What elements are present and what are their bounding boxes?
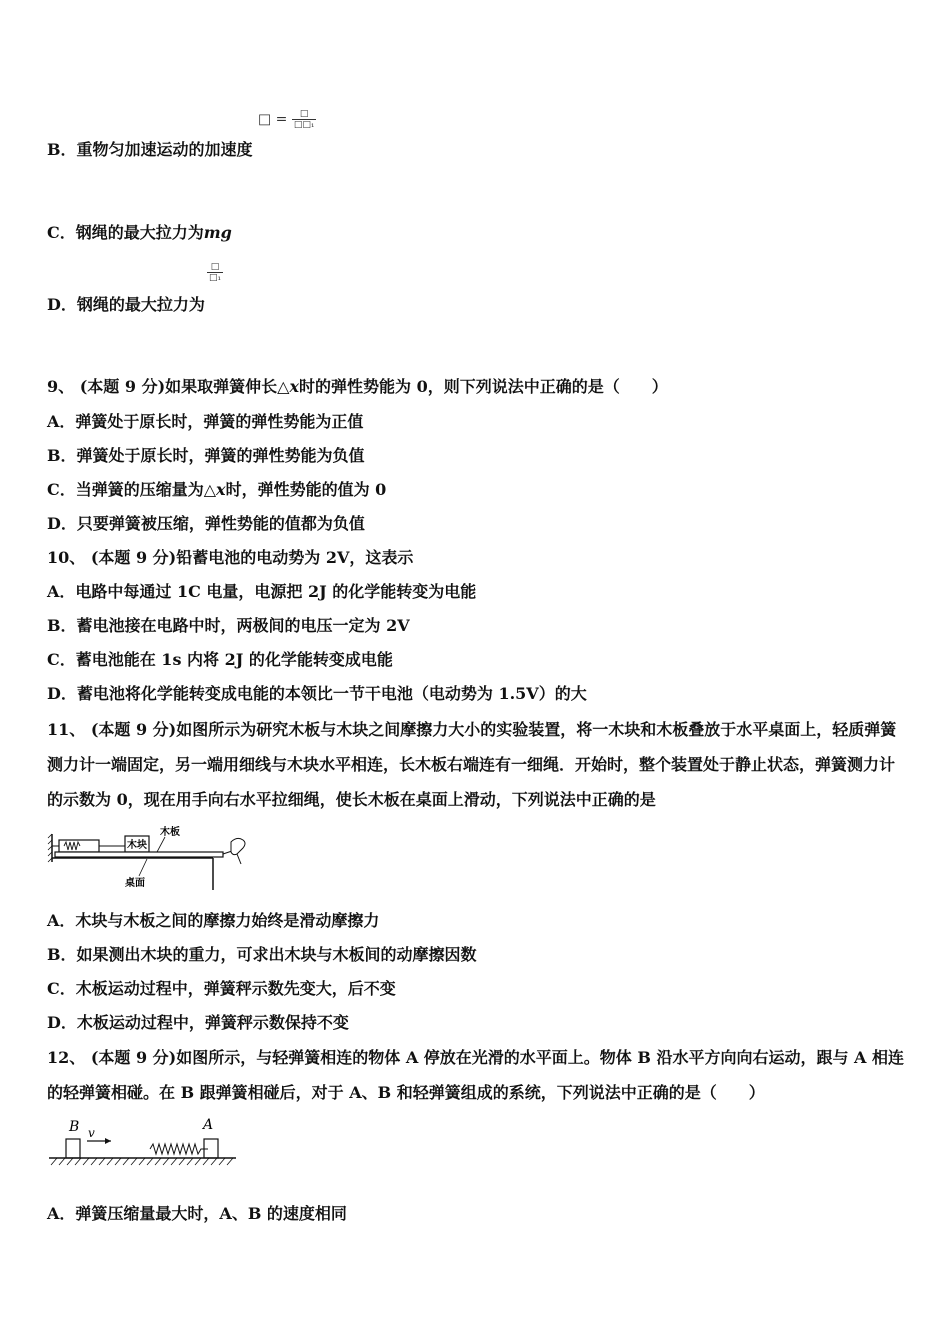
q11-stem: 11、 (本题 9 分)如图所示为研究木板与木块之间摩擦力大小的实验装置，将一木块和木板叠放于水平桌面上，轻质弹簧测力计一端固定，另一端用细线与木块水平相连，长木板右端连有一细绳．开始时，整个装置处于静止状态，弹簧测力计的示数为 0，现在用手向右水平拉细绳，使长木板在桌面上滑动，下列说法中正确的是: [47, 720, 897, 809]
q9-number: 9、: [47, 377, 75, 396]
q11-option-c: C．木板运动过程中，弹簧秤示数先变大，后不变: [47, 979, 396, 998]
q10-option-a: A．电路中每通过 1C 电量，电源把 2J 的化学能转变为电能: [47, 582, 477, 601]
ground-hatch: [51, 1158, 233, 1165]
q8-option-c: [47, 223, 232, 243]
q8-option-c-text: C．钢绳的最大拉力为: [47, 223, 204, 242]
spring-coil: [64, 842, 80, 850]
q10-option-c: C．蓄电池能在 1s 内将 2J 的化学能转变成电能: [47, 650, 393, 669]
q9-option-c-a: C．当弹簧的压缩量为△: [47, 480, 217, 499]
q9-option-a: A．弹簧处于原长时，弹簧的弹性势能为正值: [47, 412, 364, 431]
spring-scale: [59, 840, 99, 852]
spring-collision-figure: [47, 1115, 239, 1173]
q8-option-c-var: mg: [203, 223, 232, 242]
q9-stem: [47, 377, 668, 397]
q12-stem: 12、 (本题 9 分)如图所示，与轻弹簧相连的物体 A 停放在光滑的水平面上。物体 B 沿水平方向向右运动，跟与 A 相连的轻弹簧相碰。在 B 跟弹簧相碰后，对于 A、B 和轻弹簧组成的系统，下列说法中正确的是（ ）: [47, 1048, 905, 1102]
block-b: [66, 1139, 80, 1158]
q11-option-b: B．如果测出木块的重力，可求出木块与木板间的动摩擦因数: [47, 945, 477, 964]
q9-stem-var: x: [289, 377, 299, 396]
spring-coil: [150, 1144, 208, 1154]
formula-acceleration: [258, 109, 316, 130]
board-label: 木板: [160, 827, 180, 838]
arrow-head-icon: [105, 1138, 111, 1144]
q9-option-c-b: 时，弹性势能的值为 0: [225, 480, 387, 499]
formula-numerator: □: [207, 262, 223, 273]
q9-option-c-var: x: [216, 480, 226, 499]
q9-stem-b: 时的弹性势能为 0，则下列说法中正确的是（ ）: [299, 377, 668, 396]
q9-option-b: B．弹簧处于原长时，弹簧的弹性势能为负值: [47, 446, 365, 465]
q8-option-d: D．钢绳的最大拉力为: [47, 295, 205, 314]
q12-option-a: A．弹簧压缩量最大时，A、B 的速度相同: [47, 1204, 347, 1223]
q11-option-a: A．木块与木板之间的摩擦力始终是滑动摩擦力: [47, 911, 380, 930]
formula-lhs: □ =: [258, 111, 292, 128]
block-label: 木块: [127, 840, 147, 851]
formula-denominator: □₁: [209, 273, 222, 283]
q11-option-d: D．木板运动过程中，弹簧秤示数保持不变: [47, 1013, 349, 1032]
wooden-board: [55, 852, 223, 857]
q8-option-b: B．重物匀加速运动的加速度: [47, 140, 253, 159]
velocity-label: v: [88, 1126, 95, 1140]
q9-stem-a: (本题 9 分)如果取弹簧伸长△: [79, 377, 290, 396]
formula-fraction: [207, 262, 223, 283]
formula-fraction: [292, 109, 317, 130]
q9-option-c: [47, 480, 386, 500]
formula-max-tension: [207, 262, 223, 283]
q10-option-d: D．蓄电池将化学能转变成电能的本领比一节干电池（电动势为 1.5V）的大: [47, 684, 587, 703]
block-a-label: A: [203, 1117, 214, 1133]
hand-icon: [231, 838, 245, 854]
q9-option-d: D．只要弹簧被压缩，弹性势能的值都为负值: [47, 514, 365, 533]
friction-apparatus-figure: [47, 826, 247, 892]
q10-stem: 10、 (本题 9 分)铅蓄电池的电动势为 2V，这表示: [47, 548, 414, 567]
table-label: 桌面: [125, 878, 145, 889]
formula-numerator: □: [292, 109, 317, 120]
block-b-label: B: [69, 1119, 80, 1135]
q10-option-b: B．蓄电池接在电路中时，两极间的电压一定为 2V: [47, 616, 410, 635]
formula-denominator: □□₁: [293, 120, 315, 130]
